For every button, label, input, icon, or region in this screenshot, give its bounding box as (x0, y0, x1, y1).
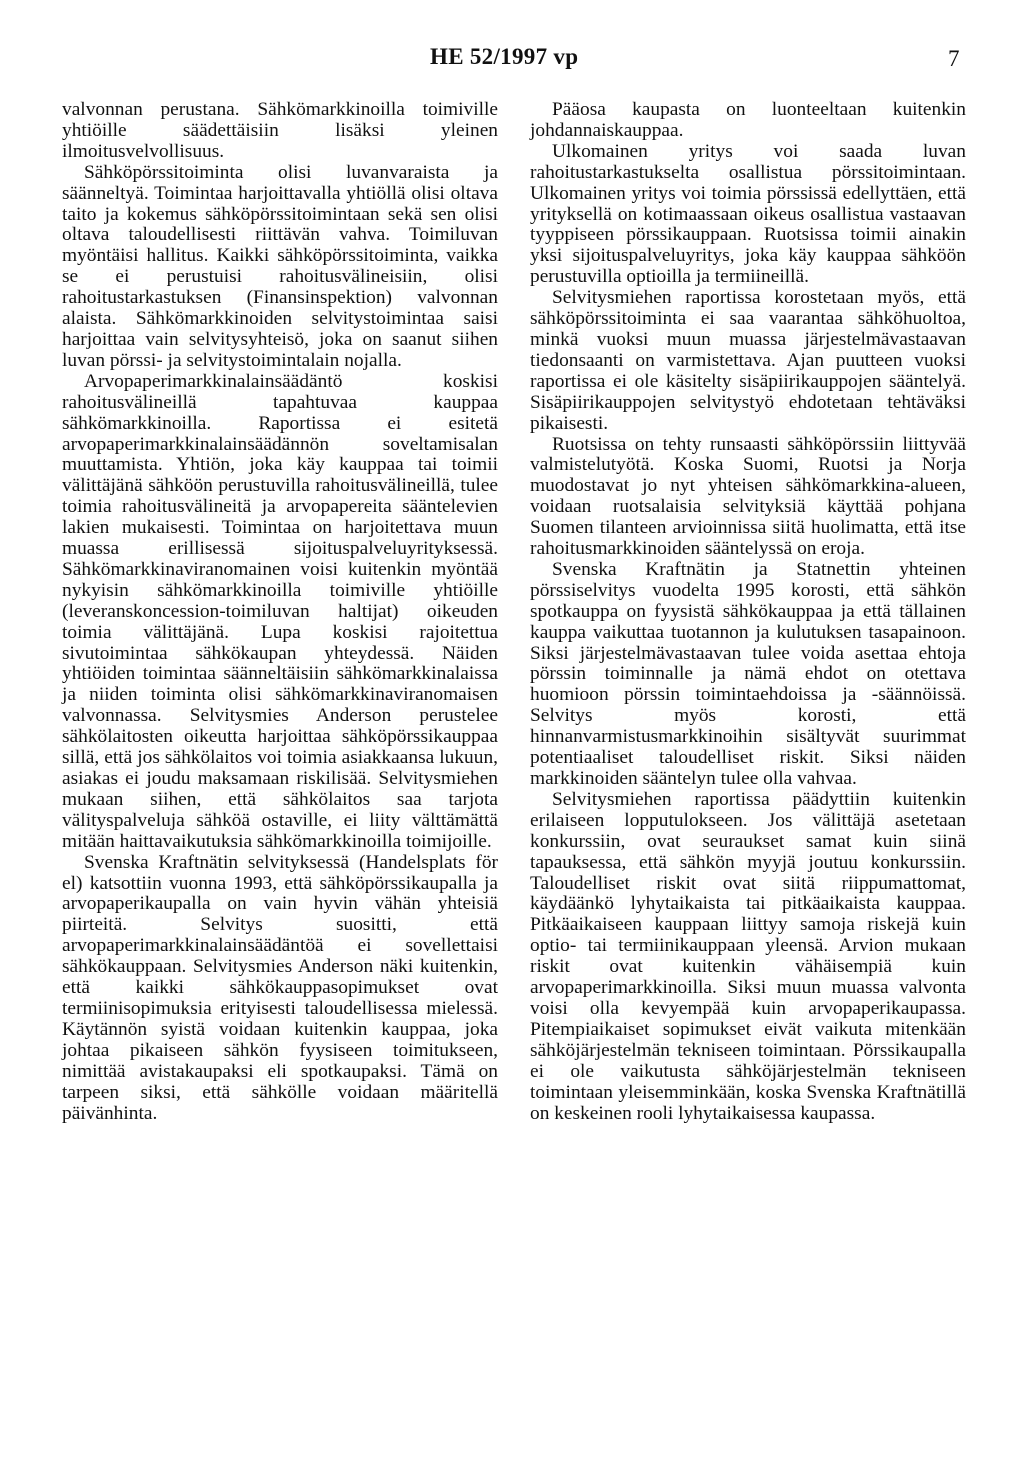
page-number: 7 (948, 46, 960, 71)
right-paragraph-5: Svenska Kraftnätin ja Statnettin yhteinen pörssiselvitys vuodelta 1995 korosti, että sähkön spotkauppa on fyysistä sähkökauppaa ja että tällainen kauppa vaikuttaa tuotannon ja kulutuksen tasapainoon. Siksi järjestelmävastaavan tulee voida asettaa ehtoja pörssin toiminnalle ja nämä ehdot on otettava huomioon pörssin toimintaehdoissa ja -säännöissä. Selvitys myös korosti, että hinnanvarmistusmarkkinoihin sisältyvät suurimmat potentiaaliset taloudelliset riskit. Siksi näiden markkinoiden sääntelyn tulee olla vahvaa. (530, 558, 966, 789)
right-column (530, 100, 966, 1124)
right-paragraph-4: Ruotsissa on tehty runsaasti sähköpörssiin liittyvää valmistelutyötä. Koska Suomi, Ruotsi ja Norja muodostavat jo nyt yhteisen sähkömarkkina-alueen, voidaan ruotsalaisia selvityksiä käyttää pohjana Suomen tilanteen arvioinnissa siitä huolimatta, että itse rahoitusmarkkinoiden sääntelyssä on eroja. (530, 433, 966, 560)
right-paragraph-1: Pääosa kaupasta on luonteeltaan kuitenkin johdannaiskauppaa. (530, 99, 966, 141)
left-paragraph-2: Sähköpörssitoiminta olisi luvanvaraista ja säänneltyä. Toimintaa harjoittavalla yhtiöllä olisi oltava taito ja kokemus sähköpörssitoimintaan sekä sen olisi oltava taloudellisesti riittävän vahva. Toimiluvan myöntäisi hallitus. Kaikki sähköpörssitoiminta, vaikka se ei perustuisi rahoitusvälineisiin, olisi rahoitustarkastuksen (Finansinspektion) valvonnan alaista. Sähkömarkkinoiden selvitystoimintaa saisi harjoittaa vain selvitysyhteisö, joka on saanut siihen luvan pörssi- ja selvitystoimintalain nojalla. (62, 161, 498, 371)
page-header (0, 44, 1024, 84)
left-paragraph-4: Svenska Kraftnätin selvityksessä (Handelsplats för el) katsottiin vuonna 1993, että sähköpörssikaupalla ja arvopaperikaupalla on vain hyvin vähän yhteisiä piirteitä. Selvitys suositti, että arvopaperimarkkinalainsäädäntöä ei sovellettaisi sähkökauppaan. Selvitysmies Anderson näki kuitenkin, että kaikki sähkökauppasopimukset ovat termiinisopimuksia erityisesti taloudellisessa mielessä. Käytännön syistä voidaan kuitenkin kauppaa, joka johtaa pikaiseen sähkön fyysiseen toimitukseen, nimittää avistakaupaksi eli spotkaupaksi. Tämä on tarpeen siksi, että sähkölle voidaan määritellä päivänhinta. (62, 851, 498, 1124)
right-paragraph-2: Ulkomainen yritys voi saada luvan rahoitustarkastukselta osallistua pörssitoimintaan. Ulkomainen yritys voi toimia pörssissä edellyttäen, että yrityksellä on kotimaassaan oikeus osallistua vastaavan tyyppiseen pörssikauppaan. Ruotsissa toimii ainakin yksi sijoituspalveluyritys, joka käy kauppaa sähköön perustuvilla optioilla ja termiineillä. (530, 140, 966, 288)
left-column (62, 100, 498, 1124)
left-paragraph-1: valvonnan perustana. Sähkömarkkinoilla toimiville yhtiöille säädettäisiin lisäksi yleinen ilmoitusvelvollisuus. (62, 99, 498, 162)
right-paragraph-6: Selvitysmiehen raportissa päädyttiin kuitenkin erilaiseen lopputulokseen. Jos välittäjä asetetaan konkurssiin, ovat seuraukset samat kuin siinä tapauksessa, että sähkön myyjä joutuu konkurssiin. Taloudelliset riskit ovat siitä riippumattomat, käydäänkö lyhytaikaista tai pitkäaikaista kauppaa. Pitkäaikaiseen kauppaan liittyy samoja riskejä kuin optio- tai termiinikauppaan yleensä. Arvion mukaan riskit ovat kuitenkin vähäisempiä kuin arvopaperimarkkinoilla. Siksi muun muassa valvonta voisi olla kevyempää kuin arvopaperikaupassa. Pitempiaikaiset sopimukset eivät vaikuta mitenkään sähköjärjestelmän tekniseen toimintaan. Pörssikaupalla ei ole vaikutusta sähköjärjestelmän tekniseen toimintaan yleisemminkään, koska Svenska Kraftnätillä on keskeinen rooli lyhytaikaisessa kaupassa. (530, 788, 966, 1124)
right-paragraph-3: Selvitysmiehen raportissa korostetaan myös, että sähköpörssitoiminta ei saa vaarantaa sähköhuoltoa, minkä vuoksi muun muassa järjestelmävastaavan tiedonsaanti on varmistettava. Ajan puutteen vuoksi raportissa ei ole käsitelty sisäpiirikauppojen sääntelyä. Sisäpiirikauppojen selvitystyö ehdotetaan tehtäväksi pikaisesti. (530, 287, 966, 434)
document-title: HE 52/1997 vp (430, 44, 579, 69)
left-paragraph-3: Arvopaperimarkkinalainsäädäntö koskisi rahoitusvälineillä tapahtuvaa kauppaa sähkömarkkinoilla. Raportissa ei esitetä arvopaperimarkkinalainsäädännön soveltamisalan muuttamista. Yhtiön, joka käy kauppaa tai toimii välittäjänä sähköön perustuvilla rahoitusvälineillä, tulee toimia rahoitusvälineitä ja arvopapereita sääntelevien lakien mukaisesti. Toimintaa on harjoitettava muun muassa erillisessä sijoituspalveluyrityksessä. Sähkömarkkinaviranomainen voisi kuitenkin myöntää nykyisin sähkömarkkinoilla toimiville yhtiöille (leveranskoncession-toimiluvan haltijat) oikeuden toimia välittäjänä. Lupa koskisi rajoitettua sivutoimintaa sähkökaupan yhteydessä. Näiden yhtiöiden toimintaa säänneltäisiin sähkömarkkinalaissa ja niiden toiminta olisi sähkömarkkinaviranomaisen valvonnassa. Selvitysmies Anderson perustelee sähkölaitosten oikeutta harjoittaa sähköpörssikauppaa sillä, että jos sähkölaitos voi toimia asiakkaansa lukuun, asiakas ei joudu maksamaan riskilisää. Selvitysmiehen mukaan siihen, että sähkölaitos saa tarjota välityspalveluja sähköä ostaville, ei liity välttämättä mitään haittavaikutuksia sähkömarkkinoilla toimijoille. (62, 370, 498, 852)
